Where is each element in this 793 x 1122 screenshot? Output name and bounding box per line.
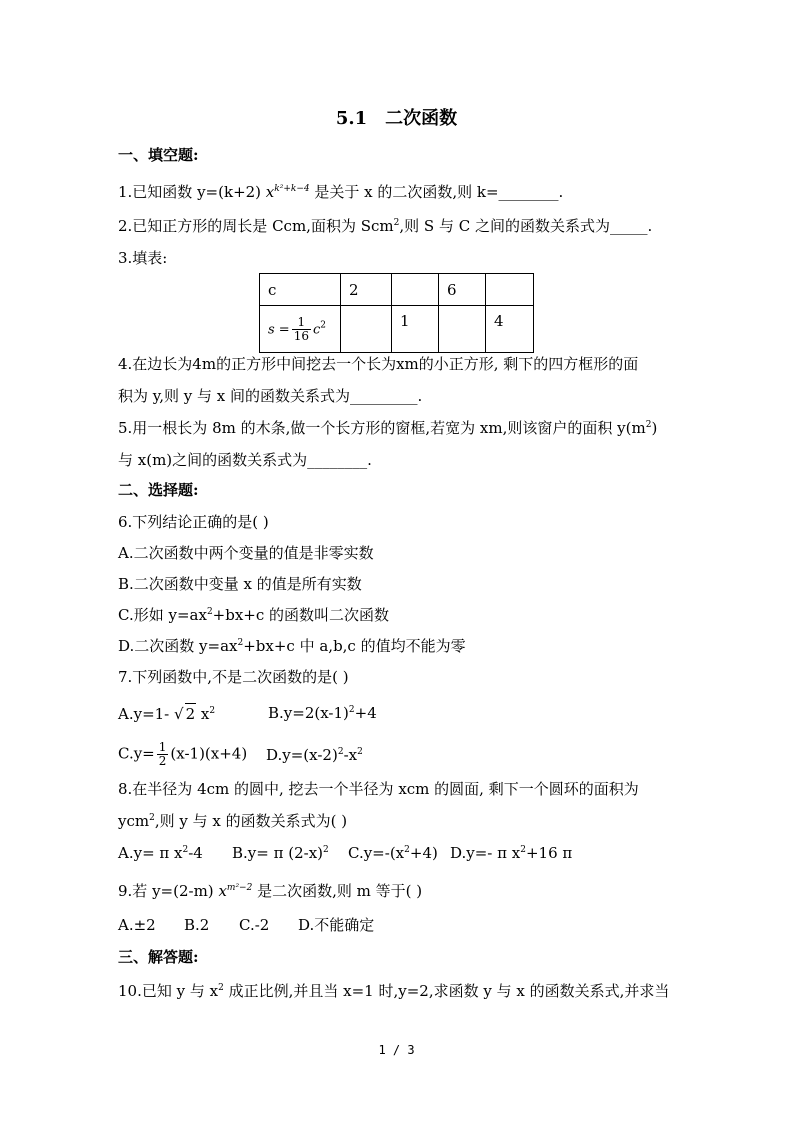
section-heading-fill-in: 一、填空题: xyxy=(118,146,199,164)
question-5-line-2: 与 x(m)之间的函数关系式为________. xyxy=(118,451,372,469)
option-9d: D.不能确定 xyxy=(298,916,375,934)
table-cell: 2 xyxy=(341,274,392,306)
option-7b: $B.y=2(x-1)^2+4$ xyxy=(268,704,377,722)
table-cell xyxy=(439,306,486,353)
question-7: 7.下列函数中,不是二次函数的是( ) xyxy=(118,668,349,686)
table-cell xyxy=(341,306,392,353)
question-10: 10.已知 y 与 $x^2$ 成正比例,并且当 x=1 时,y=2,求函数 y 与 x 的函数关系式,并求当 xyxy=(118,982,670,1000)
table-cell xyxy=(486,274,534,306)
question-2: 2.已知正方形的周长是 Ccm,面积为 Scm$^2$,则 S 与 C 之间的函数关系式为_____. xyxy=(118,217,653,235)
option-6a: A.二次函数中两个变量的值是非零实数 xyxy=(118,544,374,562)
page-number: 1 / 3 xyxy=(378,1043,415,1057)
question-8-line-2: ycm$^2$,则 y 与 x 的函数关系式为( ) xyxy=(118,812,348,830)
option-9a: A.±2 xyxy=(118,916,156,934)
table-cell: 4 xyxy=(486,306,534,353)
option-6b: B.二次函数中变量 x 的值是所有实数 xyxy=(118,575,362,593)
option-9c: C.-2 xyxy=(239,916,270,934)
question-9: 9.若 y=(2-m) $x^{m^2-2}$ 是二次函数,则 m 等于( ) xyxy=(118,882,423,900)
table-cell xyxy=(392,274,439,306)
fill-in-table xyxy=(259,273,534,353)
question-8-line-1: 8.在半径为 4cm 的圆中, 挖去一个半径为 xcm 的圆面, 剩下一个圆环的面积为 xyxy=(118,780,639,798)
question-4-line-2: 积为 y,则 y 与 x 间的函数关系式为_________. xyxy=(118,387,423,405)
table-cell: c xyxy=(260,274,341,306)
option-8b: B.y= π $(2-x)^2$ xyxy=(232,844,329,862)
option-6c: C.形如 $y=ax^2+bx+c$ 的函数叫二次函数 xyxy=(118,606,390,624)
page-title: 5.1 二次函数 xyxy=(335,108,458,129)
option-7a: A.y=1- √ 2 $x^2$ xyxy=(118,705,216,723)
section-heading-choice: 二、选择题: xyxy=(118,481,199,499)
option-8a: A.y= π $x^2-4$ xyxy=(118,844,203,862)
option-6d: D.二次函数 $y=ax^2+bx+c$ 中 a,b,c 的值均不能为零 xyxy=(118,637,466,655)
option-7d: $D.y=(x-2)^2-x^2$ xyxy=(266,746,363,764)
option-8c: $C.y=-(x^2+4)$ xyxy=(348,844,438,862)
question-6: 6.下列结论正确的是( ) xyxy=(118,513,269,531)
question-4-line-1: 4.在边长为4m的正方形中间挖去一个长为xm的小正方形, 剩下的四方框形的面 xyxy=(118,355,639,373)
question-1: 1.已知函数 y=(k+2) $x^{k^2+k-4}$ 是关于 x 的二次函数,则 k=________. xyxy=(118,183,564,201)
formula-cell: s = $\frac{1}{16}$ $c^2$ xyxy=(260,306,341,353)
option-8d: D.y=- π $x^2+16$ π xyxy=(450,844,573,862)
table-cell: 1 xyxy=(392,306,439,353)
table-cell: 6 xyxy=(439,274,486,306)
option-7c: C.y= $\frac{1}{2}$ (x-1)(x+4) xyxy=(118,740,248,768)
question-5-line-1: 5.用一根长为 8m 的木条,做一个长方形的窗框,若宽为 xm,则该窗户的面积 $y(m^2)$ xyxy=(118,419,658,437)
section-heading-answer: 三、解答题: xyxy=(118,948,199,966)
question-3: 3.填表: xyxy=(118,249,168,267)
option-9b: B.2 xyxy=(184,916,210,934)
